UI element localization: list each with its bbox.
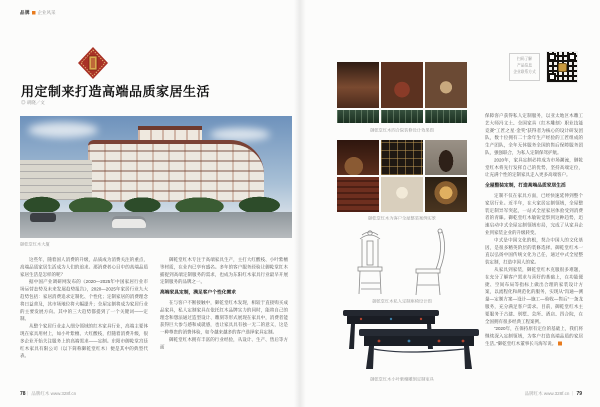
project-photo-grid bbox=[337, 140, 467, 212]
sub-heading: 高端家具定制，满足客户个性化需求 bbox=[160, 289, 237, 296]
sub-heading: 全屋整装定制，打造高端品质家居生活 bbox=[485, 182, 566, 189]
interior-photo bbox=[425, 140, 467, 175]
elevation-drawing bbox=[425, 110, 467, 123]
paragraph: 在与客户不断接触中，御乾堂红木发现，相较于直接购买成品家具，私人定制家具在依托红木品牌实力的同时，能将自己的理念和想法通过造型设计、雕刻等形式展现在家具中，消费者能获得巨大参与感和成就感，也让家具具有独一无二的意义，这是一种尊贵的消费体验，如今越来越多的客户选择家具定制。 bbox=[160, 299, 288, 335]
elevation-drawing bbox=[381, 110, 423, 123]
qr-center-logo-icon bbox=[558, 63, 567, 72]
paragraph: 御乾堂红木拥有丰富的行业经验，从设计、生产、售后等方面 bbox=[160, 336, 288, 350]
qr-note-line: 扫码了解 bbox=[517, 56, 532, 61]
magazine-url: ｜ 品牌红木 www.328f.cn bbox=[25, 391, 77, 396]
article-title: 用定制来打造高端品质家居生活 bbox=[21, 84, 211, 99]
interior-photo bbox=[337, 177, 379, 212]
article-body bbox=[20, 256, 288, 390]
dark-car bbox=[30, 213, 56, 222]
paragraph: 定制不仅在家具方面，已经快速延伸到整个家居行业。近半年，在大家居定制领域，全屋整装定制异军突起，一站式全屋家居体验受到消费者的青睐。御乾堂红木敏锐觉察到这种趋势，迅速启动中式全屋定制领域布局，完成了从家具企业到家装企业的升级转变。 bbox=[485, 192, 583, 235]
brand-seal-icon bbox=[78, 47, 108, 79]
interior-photo bbox=[381, 140, 423, 175]
qr-finder bbox=[548, 53, 556, 61]
cloud bbox=[28, 122, 98, 138]
qr-note-line: 企业联系方式 bbox=[513, 69, 536, 74]
qr-code bbox=[546, 51, 578, 83]
page-gutter bbox=[294, 0, 306, 407]
console-tables-photo bbox=[327, 305, 483, 373]
paragraph: 保障客户获得私人定制服务，以亚太地区木雕工艺大师冯文土、全国家具（红木雕刻）职业技能竞赛“工匠之星·金奖”获得者为核心的设计研发团队，数十位拥有二十余年生产经验的工匠组成的生产团队，全年无休服务全国的售后保障服务团队，强强联合，为私人定制保驾护航。 bbox=[485, 113, 583, 155]
grid2-caption: 御乾堂红木为客户全屋整装案例实景 bbox=[367, 215, 436, 221]
right-page bbox=[300, 0, 600, 407]
chair-design-drawing bbox=[350, 227, 456, 297]
interior-photo bbox=[381, 177, 423, 212]
qr-finder bbox=[548, 73, 556, 81]
grid1-caption: 御乾堂红木四合院装修设计效果图 bbox=[370, 127, 434, 133]
white-car bbox=[112, 216, 146, 228]
paragraph: 御乾堂红木专注于高端家具生产，主打大红酸枝、小叶紫檀等材质，在业内已享有盛名。多年的客户服务经验让御乾堂红木捕捉到高端定制服务的需求，也成为东阳红木家具行业最早开展定制服务的品牌之一。 bbox=[160, 257, 288, 285]
chairs-caption: 御乾堂红木私人定制座椅设计图 bbox=[372, 298, 432, 304]
rubric-section-label: 品牌 bbox=[20, 10, 31, 15]
section-rubric bbox=[20, 9, 140, 22]
interior-photo bbox=[337, 140, 379, 175]
qr-note-line: 产品信息 bbox=[517, 63, 532, 68]
rubric-orange-square-icon bbox=[32, 11, 36, 15]
paragraph: 从整个家居行业走入细分领域的红木家具行业，高端主要体现在家具用材上，如小叶紫檀、大红酸枝，但随着消费升级，很多企业开始关注服务上的高端需求——定制。东阳市御乾堂宫廷红木家具有限公司（以下简称御乾堂红木）便是其中的典型代表。 bbox=[20, 323, 148, 359]
article-end-mark bbox=[558, 341, 562, 345]
left-footer bbox=[20, 390, 160, 403]
paragraph: “2020年，在保持原有定位的基础上，我们将继续深入定制领域，为客户打造高端品质的家居生活。”御乾堂红木董事长马海军说。 bbox=[485, 326, 583, 346]
body-column-2 bbox=[160, 256, 288, 390]
interior-photo bbox=[337, 62, 379, 108]
paragraph: 从家具到家装，御乾堂红木克服很多难题，在充分了解客户需求与喜好的基础上，在功能便捷、空间布局等指标上做出合理的家装设计方案，以流程化和规范化的服务，实现从“沟通—测量—定制方案—设计—施工—验收—售后”一条龙服务，充分满足客户需求。目前，御乾堂红木主要服务于古建、别墅、会所、酒店、四合院，在全国拥有很多经典工程案例。 bbox=[485, 266, 583, 324]
paragraph: 中式是中国文化的根，契合中国人的文化基因，是很多精英阶层的装修选择。御乾堂红木一直以弘扬中国传统文化为己任，通过中式全屋整装定制，打造中国人的家。 bbox=[485, 237, 583, 265]
elevation-drawing bbox=[337, 110, 379, 123]
rubric-category-label: 企业风采 bbox=[37, 10, 56, 15]
page-number: 78 bbox=[20, 391, 26, 397]
interior-photo bbox=[425, 62, 467, 108]
road bbox=[20, 212, 292, 238]
interior-photo bbox=[381, 62, 423, 108]
body-column-1 bbox=[20, 256, 148, 390]
paragraph: 这些年，随着国人消费的升级，品质成为消费关注的重点，高端品质家居生活成为人们的追求。那消费者心目中的高端品质家居生活是怎样的呢？ bbox=[20, 257, 148, 277]
tables-caption: 御乾堂红木小叶紫檀雕刻定制家具 bbox=[370, 376, 434, 382]
interior-photo bbox=[425, 177, 467, 212]
paragraph: 2020年，家具定制必将成为市场潮流，御乾堂红木将先行发挥自己的优势，坚持高端定位，让充满个性的定制家具走入更多高端客户。 bbox=[485, 157, 583, 178]
building-photo-caption: 御乾堂红木大厦 bbox=[20, 241, 50, 247]
qr-note-box bbox=[509, 53, 540, 81]
right-footer bbox=[442, 390, 582, 403]
magazine-url: 品牌红木 www.328f.cn ｜ bbox=[524, 391, 577, 396]
page-number: 79 bbox=[576, 391, 582, 397]
interior-render-grid bbox=[337, 62, 467, 123]
qr-finder bbox=[568, 53, 576, 61]
building-photo bbox=[20, 116, 292, 238]
byline: ◎ 胡晓／文 bbox=[21, 100, 45, 105]
body-column-3 bbox=[485, 112, 583, 390]
paragraph: 据中国产业调研网发布的《2020—2025年中国家居行业市场运营态势及未来发展趋势报告》，2020—2025年家居行业九大趋势包括：家居消费追求定制化、个性化；定制家居的消费理念将日益普及，其市场地位将大幅提升；全屋定制将成为家居行业的主要发展方向。其中的三大趋势都提到了一个关键词——定制。 bbox=[20, 279, 148, 322]
